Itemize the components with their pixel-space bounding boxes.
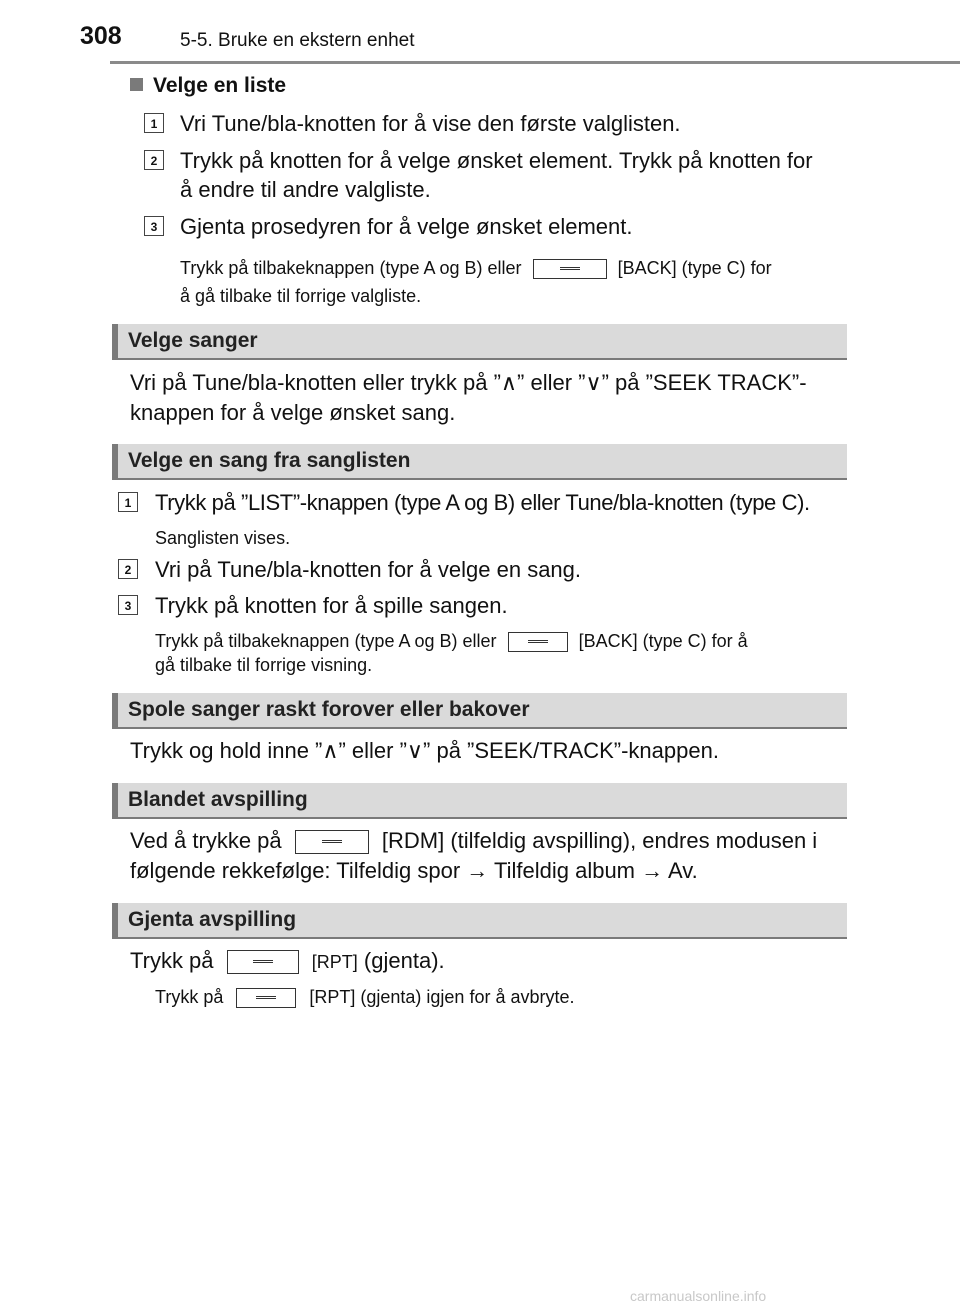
section-bar-select-songs: Velge sanger (112, 324, 847, 360)
back-button-icon (508, 632, 568, 652)
step-text: Trykk på knotten for å spille sangen. (155, 593, 508, 618)
section-bar-shuffle: Blandet avspilling (112, 783, 847, 819)
body-text: knappen for å velge ønsket sang. (130, 400, 456, 425)
body-text: følgende rekkefølge: Tilfeldig spor → Tilfeldig album → Av. (130, 858, 698, 883)
back-button-icon (533, 259, 607, 279)
note-line: Trykk på [RPT] (gjenta) igjen for å avbryte. (155, 987, 575, 1007)
header-rule (110, 61, 960, 64)
body-text: Trykk og hold inne ”∧” eller ”∨” på ”SEEK/TRACK”-knappen. (130, 738, 719, 763)
step-number: 2 (144, 150, 164, 170)
page-number: 308 (80, 22, 122, 50)
note-line: gå tilbake til forrige visning. (155, 655, 373, 675)
rdm-button-icon (295, 830, 369, 854)
page-header (0, 0, 960, 64)
rpt-button-icon (236, 988, 296, 1008)
step-number: 2 (118, 559, 138, 579)
body-text: Ved å trykke på [RDM] (tilfeldig avspilling), endres modusen i (130, 828, 818, 853)
body-text: Vri på Tune/bla-knotten eller trykk på ”∧” eller ”∨” på ”SEEK TRACK”- (130, 370, 807, 395)
step-text: Vri Tune/bla-knotten for å vise den første valglisten. (180, 111, 681, 136)
step-number: 1 (144, 113, 164, 133)
step-text-continued: å endre til andre valgliste. (180, 177, 431, 202)
note-line: Trykk på tilbakeknappen (type A og B) eller [BACK] (type C) for (180, 258, 772, 278)
step-text: Vri på Tune/bla-knotten for å velge en sang. (155, 557, 582, 582)
step-text: Gjenta prosedyren for å velge ønsket element. (180, 214, 633, 239)
section-bar-fast-forward: Spole sanger raskt forover eller bakover (112, 693, 847, 729)
step-text: Trykk på ”LIST”-knappen (type A og B) eller Tune/bla-knotten (type C). (155, 490, 810, 515)
rpt-button-icon (227, 950, 299, 974)
square-bullet-icon (130, 78, 143, 91)
body-text: Trykk på [RPT] (gjenta). (130, 948, 445, 973)
note-line: å gå tilbake til forrige valgliste. (180, 286, 422, 306)
step-number: 1 (118, 492, 138, 512)
section-bar-repeat: Gjenta avspilling (112, 903, 847, 939)
section-bar-from-list: Velge en sang fra sanglisten (112, 444, 847, 480)
step-number: 3 (118, 595, 138, 615)
subheading-select-list: Velge en liste (130, 74, 286, 98)
section-title: 5-5. Bruke en ekstern enhet (180, 30, 415, 51)
step-number: 3 (144, 216, 164, 236)
step-text: Trykk på knotten for å velge ønsket element. Trykk på knotten for (180, 148, 813, 173)
note-line: Trykk på tilbakeknappen (type A og B) eller [BACK] (type C) for å (155, 631, 748, 651)
step-note: Sanglisten vises. (155, 528, 291, 548)
footer-watermark: carmanualsonline.info (630, 1288, 767, 1304)
